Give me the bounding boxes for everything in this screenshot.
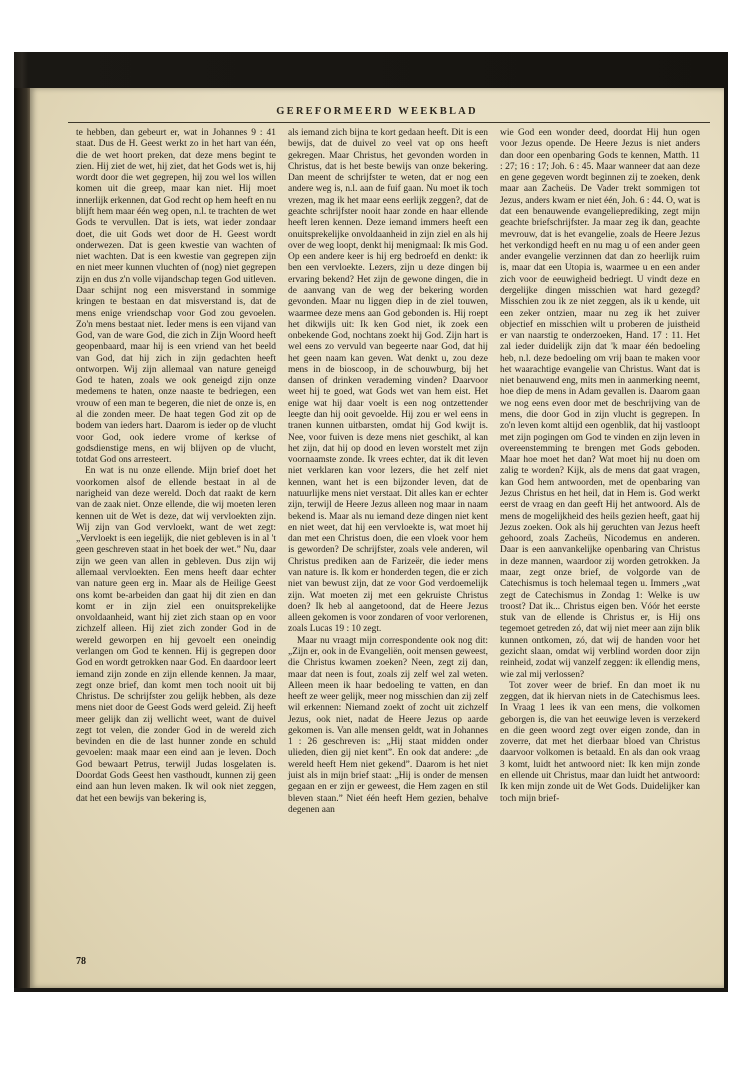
column-2: [288, 128, 488, 816]
magazine-page: [30, 88, 724, 988]
header-rule: [68, 122, 710, 123]
scan-bottom-edge: [14, 988, 728, 992]
paragraph: Maar nu vraagt mijn correspondente ook nog dit: „Zijn er, ook in de Evangeliën, ooit mensen geweest, die Christus kwamen zoeken? Neen, zegt zij dan, maar dat neen is fout, zoals zij zelf wel zal weten. Alleen meen ik haar bedoeling te vatten, en dan heeft ze weer gelijk, meer nog misschien dan zij zelf wil erkennen: Niemand zoekt of zocht uit zichzelf Jezus, ook niet, nadat de Heere Jezus op aarde gekomen is. Van alle mensen geldt, wat in Johannes 1 : 26 geschreven is: „Hij staat midden onder ulieden, dien gij niet kent”. En ook dat andere: „de wereld heeft Hem niet gekend”. Daarom is het niet juist als in mijn brief staat: „Hij is onder de mensen gegaan en er zijn er geweest, die Hem zagen en stil bleven staan.” Niet één heeft Hem gezien, behalve degenen aan: [288, 635, 488, 815]
column-3: [500, 128, 700, 805]
paragraph: Tot zover weer de brief. En dan moet ik nu zeggen, dat ik hiervan niets in de Catechismus lees. In Vraag 1 lees ik van een mens, die volkomen geborgen is, die van het eeuwige leven is verzekerd en die geen woord zegt over eigen zonde, dan in zoverre, dat met het dierbaar bloed van Christus daarvoor volkomen is betaald. En als dan ook vraag 3 komt, luidt het antwoord niet: Ik ken mijn zonde en ellende uit Christus, maar dan luidt het antwoord: Ik ken mijn zonde uit de Wet Gods. Duidelijker kan toch mijn brief-: [500, 680, 700, 804]
paragraph: En wat is nu onze ellende. Mijn brief doet het voorkomen alsof de ellende bestaat in al de narigheid van deze wereld. Doch dat raakt de kern van de zaak niet. Onze ellende, die wij moeten leren kennen uit de Wet is deze, dat wij vervloekten zijn. Wij zijn van God vervloekt, want de wet zegt: „Vervloekt is een iegelijk, die niet gebleven is in al 't geen geschreven staat in het boek der wet.” Nu, daar zijn we geen van allen in gebleven. Dus zijn wij allemaal vervloekten. Een mens heeft daar echter van nature geen erg in. Maar als de Heilige Geest ons komt be-arbeiden dan gaat hij dit zien en dan komt er in zijn ziel een onuitsprekelijke onvoldaanheid, want hij ziet zich staan op en voor zichzelf alleen. Hij ziet zich zonder God in de wereld geworpen en hij gevoelt een oneindig verlangen om God te kennen. Hij is gegrepen door God en wordt getrokken naar God. En daardoor leert iemand zijn zonde en zijn ellende kennen. Ja maar, zegt onze brief, dan komt men toch nooit uit bij Christus. De schrijfster zou gelijk hebben, als deze mens niet door de Geest Gods werd geleid. Zij heeft meer gelijk dan zij wellicht weet, want de duivel zegt tot velen, die zonder God in de wereld zich bevinden en die de last hunner zonde en schuld gevoelen: maak maar een eind aan je leven. Doch God bewaart Petrus, terwijl Judas losgelaten is. Doordat Gods Geest hen vasthoudt, kunnen zij geen eind aan hun leven maken. Ik wil ook niet zeggen, dat het een bewijs van bekering is,: [76, 466, 276, 804]
column-1: [76, 128, 276, 805]
paragraph: als iemand zich bijna te kort gedaan heeft. Dit is een bewijs, dat de duivel zo veel vat op ons heeft gekregen. Maar Christus, het gevonden worden in Christus, dat is het beste bewijs van onze bekering. Dan meent de schrijfster te weten, dat er nog een andere weg is, n.l. aan de fuif gaan. Nu moet ik toch vrezen, mag ik het maar eens eerlijk zeggen?, dat de geachte schrijfster nooit haar zonde en haar ellende heeft leren kennen. Deze iemand immers heeft een onuitsprekelijke onvoldaanheid in zijn ziel en als hij over de weg loopt, denkt hij menigmaal: Ik mis God. Op een andere keer is hij erg bedroefd en denkt: ik ben een vervloekte. Lezers, zijn u deze dingen bij ervaring bekend? Het zijn de gewone dingen, die in de aanvang van de weg der bekering worden gevonden. Maar nu liggen diep in de ziel touwen, waarmee deze mens aan God gebonden is. Hij roept het dikwijls uit: Ik ken God niet, ik zoek een onbekende God, nochtans zoekt hij God. Zijn hart is wel eens zo vervuld van begeerte naar God, dat hij het geen naam kan geven. Wat denkt u, zou deze mens in de bioscoop, in de schouwburg, bij het dansen of drinken verademing vinden? Daarvoor weet hij te goed, wat Gods wet van hem eist. Het enige wat hij daar voelt is een nog ontzettender leegte dan hij ooit gevoelde. Hij zou er wel eens in tranen kunnen uitbarsten, omdat hij God kwijt is. Nee, voor fuiven is deze mens niet geschikt, al kan het zijn, dat hij op dood en leven worstelt met zijn voornaamste zonde. Ik vrees echter, dat ik dit leven niet verklaren kan voor lezers, die het zelf niet kennen, want het is een bijzonder leven, dat de natuurlijke mens niet verstaat. Dit alles kan er echter zijn, terwijl de Heere Jezus alleen nog maar in naam bekend is. Maar als nu iemand deze dingen niet kent en niet weet, dat hij een vervloekte is, wat moet hij dan met een Christus doen, die een vloek voor hem is geworden? De schrijfster, zoals vele anderen, wil Christus prediken aan de Farizeër, die ieder mens van nature is. Ik kom er honderden tegen, die er zich niet van bewust zijn, dat ze voor God verdoemelijk zijn. Wat moeten zij met een gekruiste Christus doen? Ik heb al aangetoond, dat de Heere Jezus alleen gekomen is voor zondaren of voor verlorenen, zoals Lucas 19 : 10 zegt.: [288, 128, 488, 635]
running-header: GEREFORMEERD WEEKBLAD: [276, 106, 478, 117]
paragraph: wie God een wonder deed, doordat Hij hun ogen voor Jezus opende. De Heere Jezus is niet anders dan door een openbaring Gods te kennen, Matth. 11 : 27; 16 : 17; Joh. 6 : 45. Maar wanneer dat aan deze en gene gegeven wordt beginnen zij te zoeken, denk maar aan Zacheüs. De Vader trekt sommigen tot Jezus, anders kwam er niet één, Joh. 6 : 44. O, wat is dat een benauwende evangelieprediking, zegt mijn geachte briefschrijfster. Ja maar zeg ik dan, geachte mevrouw, dat is het evangelie, zoals de Heere Jezus het verkondigd heeft en nu mag u of een ander geen ander evangelie verzinnen dat dan zo heerlijk ruim is, maar dat een Utopia is, waarmee u en een ander zich voor de eeuwigheid bedriegt. U vindt deze en dergelijke dingen misschien wat hard gezegd? Misschien zou ik ze niet zeggen, als ik u kende, uit een zeker ontzien, maar nu zeg ik het zuiver objectief en misschien wilt u proberen de juistheid er van naarstig te onderzoeken, Hand. 17 : 11. Het zal ieder duidelijk zijn dat 'k maar één bedoeling heb, n.l. deze bedoeling om vrij baan te maken voor het waarachtige evangelie van Christus. Want dat is niet benauwend eng, mits men in aanmerking neemt, hoe diep de mens in Adam gevallen is. Daarom gaan we nog eens even door met de beschrijving van de mens, die door God in zijn vlucht is gegrepen. In zo'n leven komt altijd een ogenblik, dat hij vastloopt met zijn pogingen om God te vinden en zijn leven in overeenstemming te brengen met Gods geboden. Maar hoe moet het dan? Wat moet hij nu doen om zalig te worden? Kijk, als de mens dat gaat vragen, kan God hem antwoorden, met de openbaring van Jezus Christus en het heil, dat in Hem is. God werkt eerst de vraag en dan geeft Hij het antwoord. Als de mens de mogelijkheid des heils gezien heeft, gaat hij Jezus zoeken. Ook als hij geruchten van Jezus heeft gehoord, zoals Zacheüs, Nicodemus en anderen. Daar is een aanvankelijke openbaring van Christus in deze mannen, waardoor zij worden getrokken. Ja maar, zegt onze brief, de volgorde van de Catechismus is toch helemaal tegen u. Immers „wat zegt de Catechismus in Zondag 1: Welke is uw troost? Dat ik... Christus eigen ben. Vóór het eerste stuk van de ellende is Christus er, is Hij ons tegemoet getreden zó, dat wij niet meer aan zijn blik kunnen ontkomen, zó, dat wij de handen voor het gezicht slaan, omdat wij verblind worden door zijn reinheid, zodat wij vanzelf zeggen: ik ellendig mens, wie zal mij verlossen?: [500, 128, 700, 680]
paragraph: te hebben, dan gebeurt er, wat in Johannes 9 : 41 staat. Dus de H. Geest werkt zo in het hart van één, die de wet hoort preken, dat deze mens begint te zien. Hij ziet de wet, hij ziet, dat het Gods wet is, hij wordt door die wet gegrepen, hij zou wel los willen komen uit die greep, maar kan niet. Hij moet innerlijk erkennen, dat God recht op hem heeft en nu blijft hem maar één weg open, n.l. te trachten de wet Gods te vervullen. Dat is iets, wat ieder zondaar doet, die uit Gods wet door de H. Geest wordt onderwezen. Dat is geen kwestie van wachten of niet wachten. Dat is een kwestie van gegrepen zijn en niet meer kunnen vluchten of (nog) niet gegrepen zijn en dus z'n volle vijandschap tegen God uitleven. Daar schijnt nog een misverstand in sommige kringen te bestaan en dat misverstand is, dat de mens enige vriendschap voor God zou gevoelen. Zo'n mens bestaat niet. Ieder mens is een vijand van God, van de ware God, die zich in Zijn Woord heeft geopenbaard, maar hij is een vriend van het beeld van God, dat hij zich in zijn gedachten heeft ontworpen. Wij zijn allemaal van nature geneigd God te haten, zoals we ook geneigd zijn onze medemens te haten, onze naaste te bedriegen, een vrouw of een man te begeren, die niet de onze is, en al die zonden meer. De haat tegen God zit op de bodem van ieders hart. Daarom is ieder op de vlucht voor God, ook iedere vrome of kerkse of godsdienstige mens, en wij blijven op de vlucht, totdat God ons arresteert.: [76, 128, 276, 466]
page-number: 78: [76, 956, 86, 967]
